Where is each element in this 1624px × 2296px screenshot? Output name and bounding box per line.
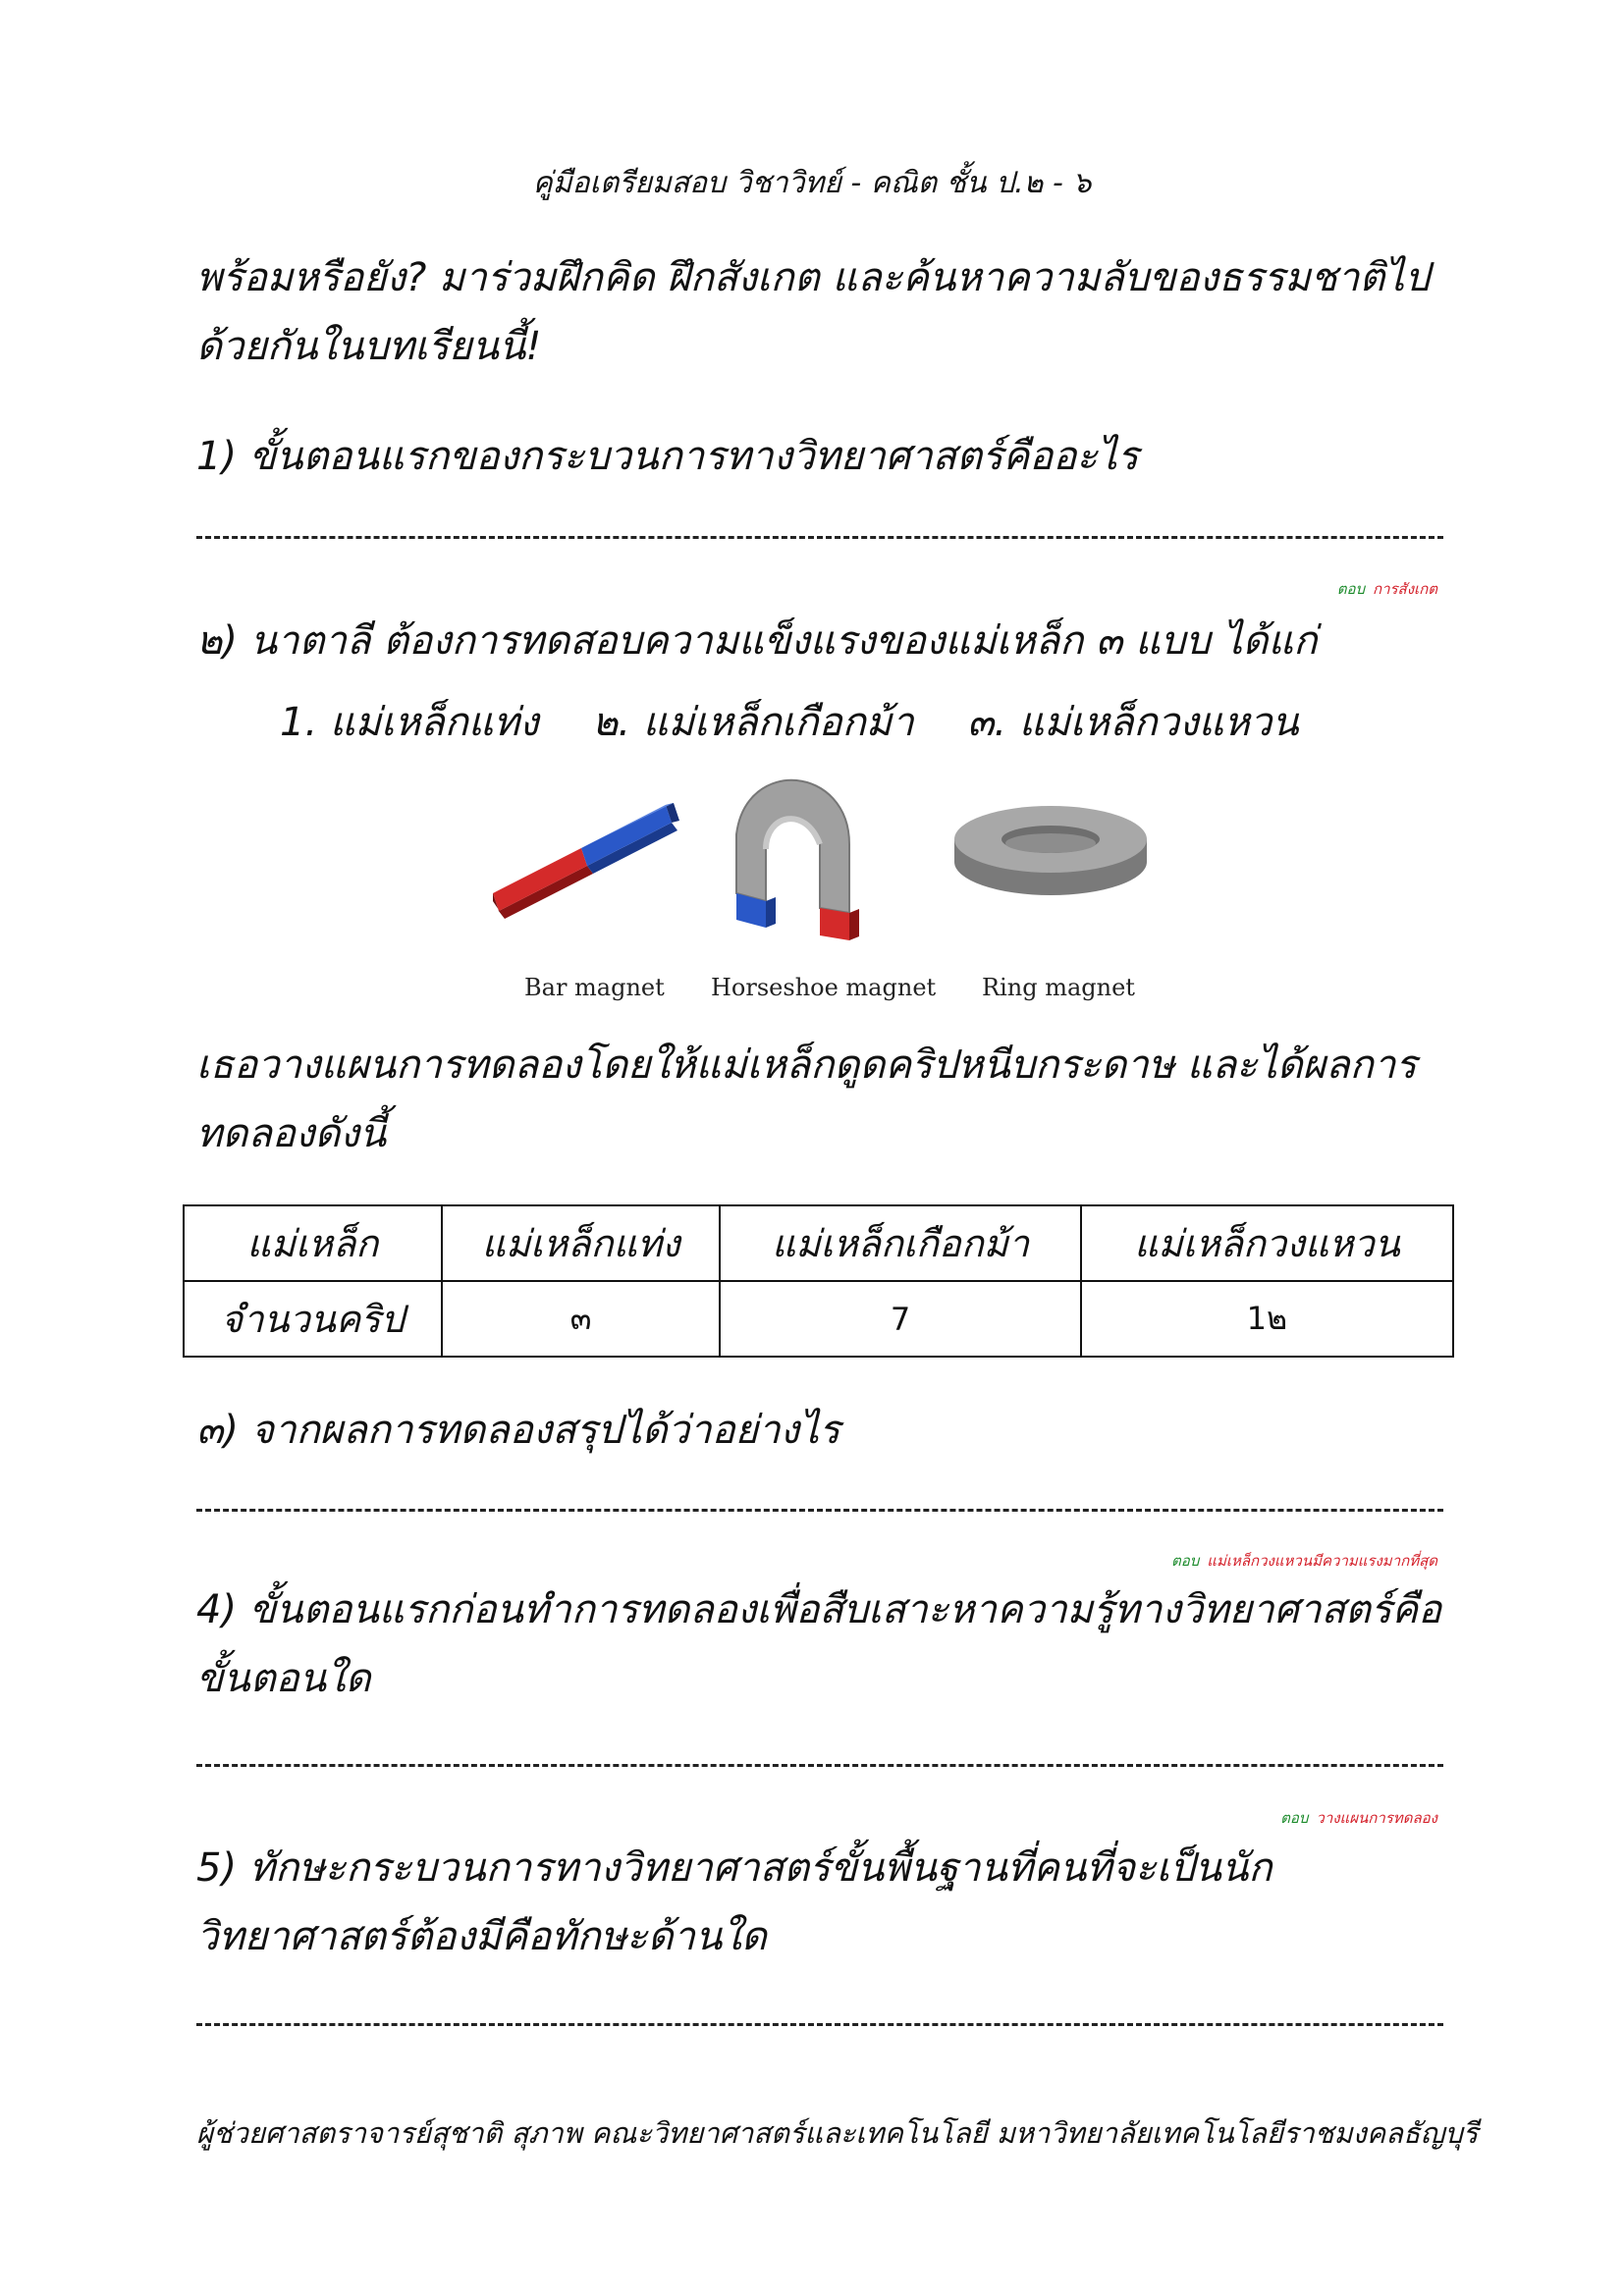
caption-horseshoe-magnet: Horseshoe magnet [711,974,937,1001]
answer-3 [1171,1549,1437,1573]
answer-1 [1337,577,1437,601]
question-5: 5) ทักษะกระบวนการทางวิทยาศาสตร์ขั้นพื้นฐานที่คนที่จะเป็นนักวิทยาศาสตร์ต้องมีคือทักษะด้านใด [196,1845,1272,1959]
option-ring-magnet: ๓. แม่เหล็กวงแหวน [967,700,1299,745]
caption-ring-magnet: Ring magnet [982,974,1135,1001]
page-header: คู่มือเตรียมสอบ วิชาวิทย์ - คณิต ชั้น ป.๒ - ๖ [532,166,1092,200]
option-horseshoe-magnet: ๒. แม่เหล็กเกือกม้า [592,700,914,745]
answer-label: ตอบ [1171,1552,1200,1570]
header-cell-ring: แม่เหล็กวงแหวน [1081,1205,1453,1281]
answer-line-4 [196,1764,1443,1767]
question-1: 1) ขั้นตอนแรกของกระบวนการทางวิทยาศาสตร์คืออะไร [196,434,1139,479]
answer-label: ตอบ [1336,580,1365,598]
cell-bar-value: ๓ [442,1281,721,1357]
answer-line-1 [196,536,1443,539]
cell-ring-value: 1๒ [1081,1281,1453,1357]
header-cell-horseshoe: แม่เหล็กเกือกม้า [720,1205,1080,1281]
row-label-clip-count: จำนวนคริป [184,1281,442,1357]
table-row [184,1281,1453,1357]
question-3: ๓) จากผลการทดลองสรุปได้ว่าอย่างไร [196,1408,840,1453]
answer-text: วางแผนการทดลอง [1316,1809,1437,1827]
magnets-illustration [471,746,1178,982]
page-footer: ผู้ช่วยศาสตราจารย์สุชาติ สุภาพ คณะวิทยาศาสตร์และเทคโนโลยี มหาวิทยาลัยเทคโนโลยีราชมงคลธัญบุรี [196,2116,1479,2150]
answer-line-5 [196,2023,1443,2026]
answer-label: ตอบ [1280,1809,1309,1827]
answer-4 [1280,1806,1437,1830]
question-4: 4) ขั้นตอนแรกก่อนทำการทดลองเพื่อสืบเสาะหาความรู้ทางวิทยาศาสตร์คือขั้นตอนใด [196,1587,1442,1701]
answer-text: แม่เหล็กวงแหวนมีความแรงมากที่สุด [1207,1552,1437,1570]
header-cell-bar: แม่เหล็กแท่ง [442,1205,721,1281]
results-table [183,1204,1454,1358]
caption-bar-magnet: Bar magnet [524,974,665,1001]
cell-horseshoe-value: 7 [720,1281,1080,1357]
intro-text: พร้อมหรือยัง? มาร่วมฝึกคิด ฝึกสังเกต และค้นหาความลับของธรรมชาติไปด้วยกันในบทเรียนนี้! [196,255,1430,369]
horseshoe-magnet-image [736,780,859,940]
question-2: ๒) นาตาลี ต้องการทดสอบความแข็งแรงของแม่เหล็ก ๓ แบบ ได้แก่ [196,618,1318,664]
header-cell-magnet: แม่เหล็ก [184,1205,442,1281]
table-header-row [184,1205,1453,1281]
answer-line-3 [196,1509,1443,1512]
experiment-description: เธอวางแผนการทดลองโดยให้แม่เหล็กดูดคริปหนีบกระดาษ และได้ผลการทดลองดังนี้ [196,1042,1417,1156]
option-bar-magnet: 1. แม่เหล็กแท่ง [280,700,539,745]
bar-magnet-image [493,803,679,919]
ring-magnet-image [954,806,1147,895]
answer-text: การสังเกต [1373,580,1437,598]
